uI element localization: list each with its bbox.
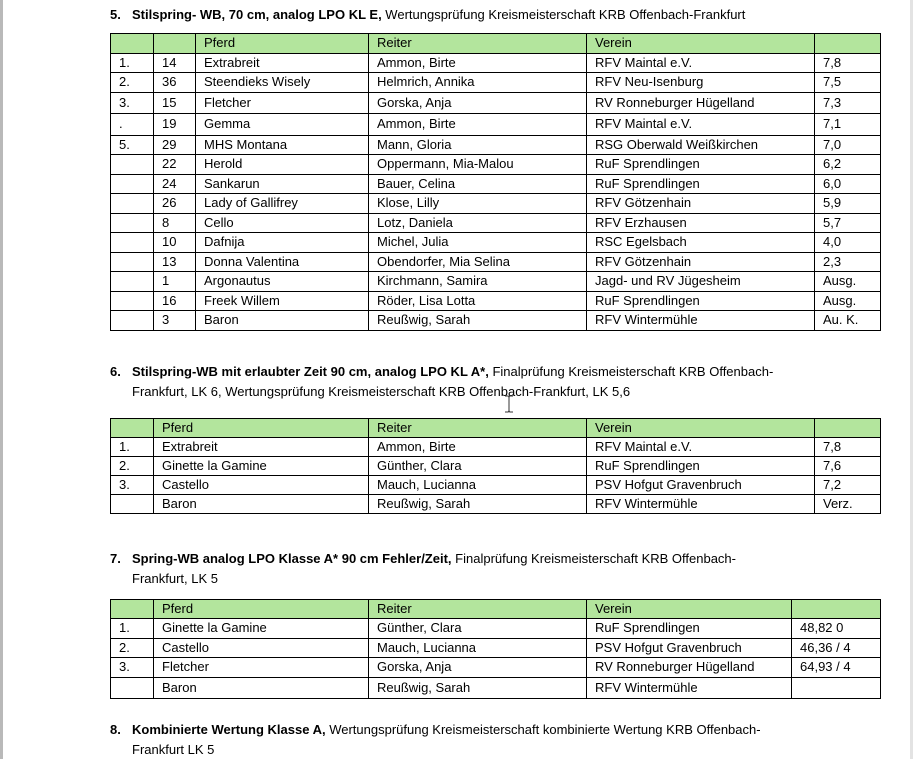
table-cell: Ausg. [815, 272, 881, 292]
section-5-heading [110, 5, 890, 25]
section-title-rest: Finalprüfung Kreismeisterschaft KRB Offenbach- [488, 364, 774, 379]
table-header-row [111, 34, 881, 54]
table-row [111, 155, 881, 175]
page-left-edge [0, 0, 3, 759]
table-cell [111, 291, 154, 311]
table-row [111, 53, 881, 73]
header-cell: Pferd [196, 34, 369, 54]
table-row [111, 291, 881, 311]
header-cell [111, 419, 154, 438]
table-cell: Baron [154, 495, 369, 514]
table-cell: 10 [154, 233, 196, 253]
table-cell: Donna Valentina [196, 252, 369, 272]
section-title-line2: Frankfurt, LK 5 [132, 571, 218, 586]
table-cell: 7,6 [815, 457, 881, 476]
table-cell: RFV Maintal e.V. [587, 53, 815, 73]
table-cell [111, 155, 154, 175]
table-cell: 14 [154, 53, 196, 73]
table-cell: 7,8 [815, 438, 881, 457]
header-cell: Pferd [154, 419, 369, 438]
section-title-bold: Stilspring-WB mit erlaubter Zeit 90 cm, analog LPO KL A*, [132, 364, 489, 379]
table-cell: Kirchmann, Samira [369, 272, 587, 292]
header-cell [815, 419, 881, 438]
table-cell: PSV Hofgut Gravenbruch [587, 476, 815, 495]
table-cell: Günther, Clara [369, 457, 587, 476]
header-cell: Verein [587, 34, 815, 54]
table-cell: RFV Erzhausen [587, 213, 815, 233]
table-cell: 2. [111, 638, 154, 658]
table-row [111, 438, 881, 457]
table-cell: Sankarun [196, 174, 369, 194]
table-cell: Verz. [815, 495, 881, 514]
table-cell: Ginette la Gamine [154, 619, 369, 639]
table-cell: Herold [196, 155, 369, 175]
header-cell: Verein [587, 600, 792, 619]
table-cell: RFV Götzenhain [587, 194, 815, 214]
table-cell: Ammon, Birte [369, 113, 587, 135]
table-cell [111, 677, 154, 698]
table-cell: Mauch, Lucianna [369, 638, 587, 658]
table-cell: RFV Wintermühle [587, 677, 792, 698]
table-cell: 7,3 [815, 92, 881, 113]
table-cell: Lady of Gallifrey [196, 194, 369, 214]
table-cell: 46,36 / 4 [792, 638, 881, 658]
table-cell: Oppermann, Mia-Malou [369, 155, 587, 175]
table-row [111, 457, 881, 476]
table-cell: 16 [154, 291, 196, 311]
table-cell: 64,93 / 4 [792, 658, 881, 678]
table-cell [111, 495, 154, 514]
results-table-6 [110, 418, 881, 514]
table-cell [111, 311, 154, 331]
table-row [111, 113, 881, 135]
table-cell: 24 [154, 174, 196, 194]
table-cell: 26 [154, 194, 196, 214]
table-cell: 1. [111, 619, 154, 639]
table-cell: Klose, Lilly [369, 194, 587, 214]
table-row [111, 272, 881, 292]
table-cell: 7,5 [815, 73, 881, 93]
header-cell [154, 34, 196, 54]
section-number: 6. [110, 364, 121, 379]
table-cell: Baron [154, 677, 369, 698]
table-cell: RV Ronneburger Hügelland [587, 92, 815, 113]
table-cell: Ammon, Birte [369, 438, 587, 457]
table-row [111, 476, 881, 495]
section-title-bold: Spring-WB analog LPO Klasse A* 90 cm Fehler/Zeit, [132, 551, 452, 566]
table-row [111, 233, 881, 253]
section-8-heading [110, 720, 890, 760]
table-cell: 15 [154, 92, 196, 113]
table-row [111, 92, 881, 113]
section-number: 7. [110, 551, 121, 566]
table-cell: 7,0 [815, 135, 881, 155]
table-cell: Michel, Julia [369, 233, 587, 253]
section-7-heading [110, 549, 890, 589]
header-cell [111, 34, 154, 54]
table-cell: RSG Oberwald Weißkirchen [587, 135, 815, 155]
table-row [111, 495, 881, 514]
results-table-7 [110, 599, 881, 699]
table-cell: 5,7 [815, 213, 881, 233]
table-cell [111, 213, 154, 233]
table-cell: 48,82 0 [792, 619, 881, 639]
table-cell: 3. [111, 476, 154, 495]
table-cell: Castello [154, 638, 369, 658]
table-row [111, 252, 881, 272]
table-row [111, 135, 881, 155]
table-row [111, 677, 881, 698]
table-cell: RSC Egelsbach [587, 233, 815, 253]
table-cell: Castello [154, 476, 369, 495]
header-cell: Verein [587, 419, 815, 438]
table-cell: Fletcher [196, 92, 369, 113]
table-cell: . [111, 113, 154, 135]
table-cell: Röder, Lisa Lotta [369, 291, 587, 311]
section-title-line2: Frankfurt, LK 6, Wertungsprüfung Kreismeisterschaft KRB Offenbach-Frankfurt, LK 5,6 [132, 384, 631, 399]
header-cell: Reiter [369, 419, 587, 438]
table-cell: Extrabreit [196, 53, 369, 73]
table-cell: PSV Hofgut Gravenbruch [587, 638, 792, 658]
table-cell: 3. [111, 92, 154, 113]
table-cell: RuF Sprendlingen [587, 291, 815, 311]
section-title-rest: Finalprüfung Kreismeisterschaft KRB Offenbach- [451, 551, 736, 566]
table-cell: 2. [111, 73, 154, 93]
table-row [111, 213, 881, 233]
table-cell: Extrabreit [154, 438, 369, 457]
table-cell: 1. [111, 438, 154, 457]
table-row [111, 638, 881, 658]
table-cell: Gemma [196, 113, 369, 135]
table-cell: Helmrich, Annika [369, 73, 587, 93]
table-cell: 8 [154, 213, 196, 233]
table-cell: Fletcher [154, 658, 369, 678]
table-cell [111, 252, 154, 272]
table-cell: RV Ronneburger Hügelland [587, 658, 792, 678]
table-cell: 22 [154, 155, 196, 175]
table-cell: Bauer, Celina [369, 174, 587, 194]
table-cell: RuF Sprendlingen [587, 174, 815, 194]
section-title-line2: Frankfurt LK 5 [132, 742, 215, 757]
table-cell [111, 174, 154, 194]
table-cell: 5. [111, 135, 154, 155]
table-cell: Obendorfer, Mia Selina [369, 252, 587, 272]
table-cell: RuF Sprendlingen [587, 619, 792, 639]
table-cell: Reußwig, Sarah [369, 495, 587, 514]
table-cell: 6,0 [815, 174, 881, 194]
table-cell: Argonautus [196, 272, 369, 292]
section-6-heading [110, 362, 890, 402]
header-cell [815, 34, 881, 54]
table-row [111, 619, 881, 639]
section-title-rest: Wertungsprüfung Kreismeisterschaft KRB Offenbach-Frankfurt [381, 7, 746, 22]
section-number: 5. [110, 7, 121, 22]
table-cell: Dafnija [196, 233, 369, 253]
table-cell: Mauch, Lucianna [369, 476, 587, 495]
table-cell: Ammon, Birte [369, 53, 587, 73]
table-cell [111, 194, 154, 214]
results-table-5 [110, 33, 881, 331]
section-title-rest: Wertungsprüfung Kreismeisterschaft kombinierte Wertung KRB Offenbach- [325, 722, 761, 737]
table-cell [111, 272, 154, 292]
table-cell: 5,9 [815, 194, 881, 214]
table-cell: Cello [196, 213, 369, 233]
table-row [111, 194, 881, 214]
table-cell: Gorska, Anja [369, 92, 587, 113]
header-cell: Reiter [369, 600, 587, 619]
table-cell: RFV Maintal e.V. [587, 438, 815, 457]
table-cell: Jagd- und RV Jügesheim [587, 272, 815, 292]
table-row [111, 311, 881, 331]
table-cell: Ginette la Gamine [154, 457, 369, 476]
header-cell: Pferd [154, 600, 369, 619]
table-cell: Steendieks Wisely [196, 73, 369, 93]
table-cell [792, 677, 881, 698]
table-cell: 6,2 [815, 155, 881, 175]
table-cell: MHS Montana [196, 135, 369, 155]
header-cell [111, 600, 154, 619]
table-cell: Ausg. [815, 291, 881, 311]
table-cell: RuF Sprendlingen [587, 457, 815, 476]
table-row [111, 174, 881, 194]
header-cell [792, 600, 881, 619]
table-cell: RFV Wintermühle [587, 495, 815, 514]
table-cell: Gorska, Anja [369, 658, 587, 678]
table-cell: RFV Maintal e.V. [587, 113, 815, 135]
table-cell: 4,0 [815, 233, 881, 253]
table-cell: Lotz, Daniela [369, 213, 587, 233]
table-cell: 7,1 [815, 113, 881, 135]
table-cell: Mann, Gloria [369, 135, 587, 155]
table-header-row [111, 600, 881, 619]
section-number: 8. [110, 722, 121, 737]
table-cell: 13 [154, 252, 196, 272]
table-cell: Au. K. [815, 311, 881, 331]
table-cell [111, 233, 154, 253]
table-cell: 1. [111, 53, 154, 73]
section-title-bold: Kombinierte Wertung Klasse A, [132, 722, 326, 737]
table-cell: RFV Neu-Isenburg [587, 73, 815, 93]
table-cell: RFV Wintermühle [587, 311, 815, 331]
section-title-bold: Stilspring- WB, 70 cm, analog LPO KL E, [132, 7, 382, 22]
table-cell: 1 [154, 272, 196, 292]
table-cell: 7,8 [815, 53, 881, 73]
table-cell: Freek Willem [196, 291, 369, 311]
table-cell: 19 [154, 113, 196, 135]
table-cell: Baron [196, 311, 369, 331]
table-cell: RuF Sprendlingen [587, 155, 815, 175]
table-row [111, 73, 881, 93]
table-cell: RFV Götzenhain [587, 252, 815, 272]
table-cell: 29 [154, 135, 196, 155]
table-cell: Günther, Clara [369, 619, 587, 639]
table-header-row [111, 419, 881, 438]
table-row [111, 658, 881, 678]
table-cell: 2,3 [815, 252, 881, 272]
table-cell: 3 [154, 311, 196, 331]
table-cell: Reußwig, Sarah [369, 677, 587, 698]
text-cursor-icon [504, 395, 514, 413]
header-cell: Reiter [369, 34, 587, 54]
table-cell: 36 [154, 73, 196, 93]
table-cell: 2. [111, 457, 154, 476]
table-cell: 3. [111, 658, 154, 678]
table-cell: 7,2 [815, 476, 881, 495]
table-cell: Reußwig, Sarah [369, 311, 587, 331]
